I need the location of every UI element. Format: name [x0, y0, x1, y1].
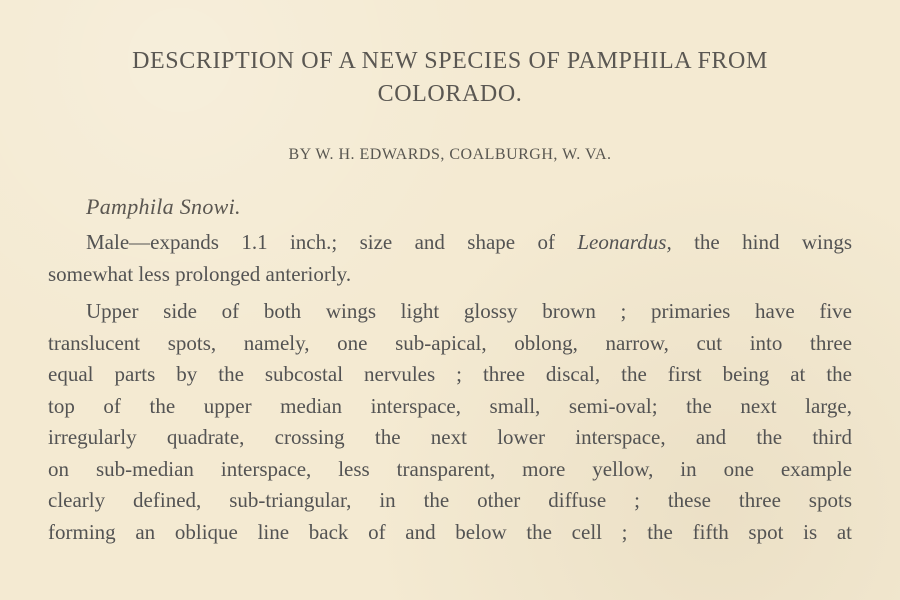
paragraph-2-line-1: Upper side of both wings light glossy brown ; primaries have five: [86, 299, 852, 323]
paragraph-upper-side-description: [48, 296, 852, 548]
paragraph-male-description: [48, 227, 852, 290]
paragraph-2-line-6: on sub-median interspace, less transparent, more yellow, in one example: [48, 456, 852, 481]
paragraph-1-line-1-end: the hind wings: [671, 230, 852, 254]
author-byline: BY W. H. EDWARDS, COALBURGH, W. VA.: [288, 146, 612, 163]
article-title: [48, 45, 852, 111]
paragraph-2-line-8: forming an oblique line back of and below the cell ; the fifth spot is at: [48, 519, 852, 544]
paragraph-1-line-2: somewhat less prolonged anteriorly.: [48, 261, 352, 286]
paragraph-1-line-1-start: Male—expands 1.1 inch.; size and shape of: [86, 230, 578, 254]
title-line-2: COLORADO.: [377, 81, 523, 107]
paragraph-2-line-5: irregularly quadrate, crossing the next lower interspace, and the third: [48, 425, 852, 449]
article-body: [48, 227, 852, 548]
paragraph-2-line-3: equal parts by the subcostal nervules ; three discal, the first being at the: [48, 362, 852, 386]
leonardus-reference: Leonardus,: [577, 230, 672, 254]
paragraph-2-line-4: top of the upper median interspace, small, semi-oval; the next large,: [48, 393, 852, 418]
paragraph-2-line-7: clearly defined, sub-triangular, in the other diffuse ; these three spots: [48, 488, 852, 512]
paragraph-2-line-2: translucent spots, namely, one sub-apical, oblong, narrow, cut into three: [48, 330, 852, 355]
species-name: Pamphila Snowi.: [86, 194, 241, 219]
paragraph-1-line-1: [48, 227, 852, 259]
title-line-1: DESCRIPTION OF A NEW SPECIES OF PAMPHILA FROM: [132, 48, 768, 74]
